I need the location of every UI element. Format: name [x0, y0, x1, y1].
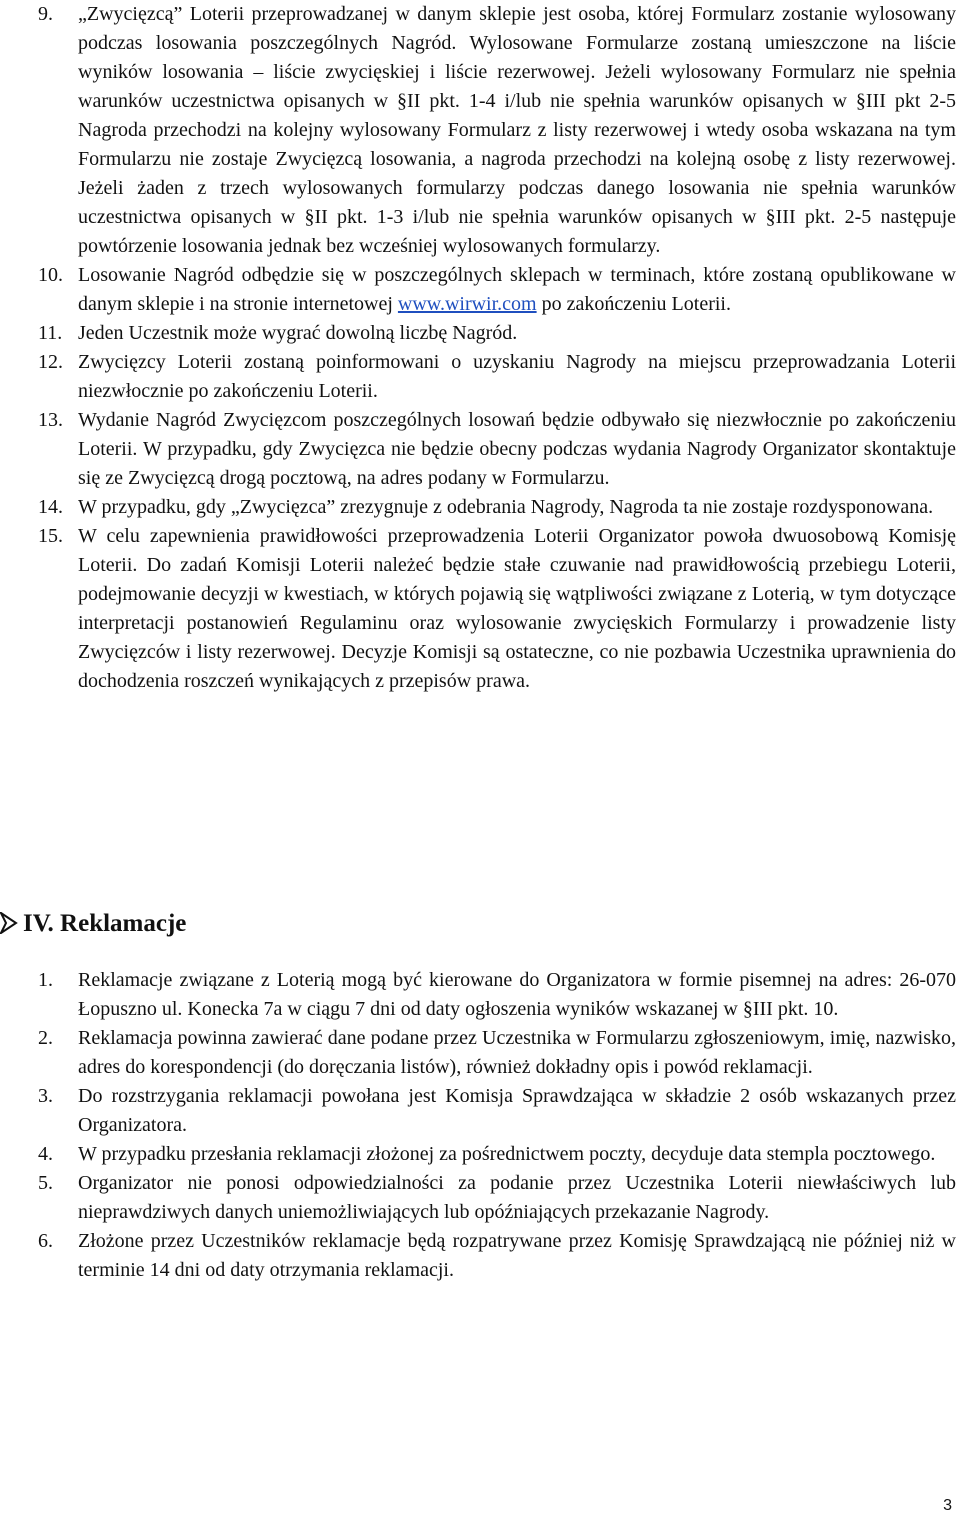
item-text: W przypadku, gdy „Zwycięzca” zrezygnuje z odebrania Nagrody, Nagroda ta nie zostaje rozdysponowana. [78, 496, 934, 518]
list-item [0, 1082, 960, 1140]
item-text: po zakończeniu Loterii. [536, 293, 731, 315]
item-text: „Zwycięzcą” Loterii przeprowadzanej w danym sklepie jest osoba, której Formularz zostanie wylosowany podczas losowania poszczególnych Nagród. Wylosowane Formularze zostaną umieszczone na liście wyników losowania – liście zwycięskiej i liście rezerwowej. Jeżeli wylosowany Formularz nie spełnia warunków uczestnictwa opisanych w §II pkt. 1-4 i/lub nie spełnia warunków opisanych w §III pkt 2-5 Nagroda przechodzi na kolejny wylosowany Formularz z listy rezerwowej i wtedy osoba wskazana na tym Formularzu nie zostaje Zwycięzcą losowania, a nagroda przechodzi na kolejną osobę z listy rezerwowej. Jeżeli żaden z trzech wylosowanych formularzy podczas danego losowania nie spełnia warunków uczestnictwa opisanych w §II pkt. 1-3 i/lub nie spełnia warunków opisanych w §III pkt. 2-5 następuje powtórzenie losowania jednak bez wcześniej wylosowanych formularzy. [78, 3, 956, 257]
list-item [0, 522, 960, 696]
section-title: IV. Reklamacje [23, 909, 187, 937]
list-item [0, 966, 960, 1024]
item-number: 14. [38, 496, 63, 518]
item-text: Zwycięzcy Loterii zostaną poinformowani o uzyskaniu Nagrody na miejscu przeprowadzania Loterii niezwłocznie po zakończeniu Loterii. [78, 351, 956, 402]
item-text: Wydanie Nagród Zwycięzcom poszczególnych losowań będzie odbywało się niezwłocznie po zakończeniu Loterii. W przypadku, gdy Zwycięzca nie będzie obecny podczas wydania Nagrody Organizator skontaktuje się ze Zwycięzcą drogą pocztową, na adres podany w Formularzu. [78, 409, 956, 489]
list-item [0, 1169, 960, 1227]
item-text: Złożone przez Uczestników reklamacje będą rozpatrywane przez Komisję Sprawdzającą nie później niż w terminie 14 dni od daty otrzymania reklamacji. [78, 1230, 956, 1281]
item-number: 1. [38, 969, 53, 991]
list-item [0, 261, 960, 319]
page-number: 3 [943, 1497, 952, 1514]
item-number: 5. [38, 1172, 53, 1194]
list-item [0, 1227, 960, 1285]
section-heading [0, 893, 186, 953]
item-number: 2. [38, 1027, 53, 1049]
item-number: 6. [38, 1230, 53, 1252]
item-number: 15. [38, 525, 63, 547]
item-number: 9. [38, 3, 53, 25]
list-item [0, 493, 960, 522]
item-text: Do rozstrzygania reklamacji powołana jest Komisja Sprawdzająca w składzie 2 osób wskazanych przez Organizatora. [78, 1085, 956, 1136]
item-text: Losowanie Nagród odbędzie się w poszczególnych sklepach w terminach, które zostaną opublikowane w danym sklepie i na stronie internetowej [78, 264, 956, 315]
item-text: Jeden Uczestnik może wygrać dowolną liczbę Nagród. [78, 322, 518, 344]
item-number: 4. [38, 1143, 53, 1165]
item-number: 12. [38, 351, 63, 373]
list-item [0, 348, 960, 406]
item-number: 11. [38, 322, 63, 344]
item-text: Reklamacje związane z Loterią mogą być kierowane do Organizatora w formie pisemnej na adres: 26-070 Łopuszno ul. Konecka 7a w ciągu 7 dni od daty ogłoszenia wyników wskazanej w §III pkt. 10. [78, 969, 956, 1020]
item-text: W przypadku przesłania reklamacji złożonej za pośrednictwem poczty, decyduje data stempla pocztowego. [78, 1143, 936, 1165]
list-item [0, 1140, 960, 1169]
list-item [0, 1024, 960, 1082]
item-text: Organizator nie ponosi odpowiedzialności za podanie przez Uczestnika Loterii niewłaściwych lub nieprawdziwych danych uniemożliwiających lub opóźniających przekazanie Nagrody. [78, 1172, 956, 1223]
item-number: 13. [38, 409, 63, 431]
item-text: Reklamacja powinna zawierać dane podane przez Uczestnika w Formularzu zgłoszeniowym, imię, nazwisko, adres do korespondencji (do doręczania listów), również dokładny opis i powód reklamacji. [78, 1027, 956, 1078]
list-item [0, 319, 960, 348]
item-text: W celu zapewnienia prawidłowości przeprowadzenia Loterii Organizator powoła dwuosobową Komisję Loterii. Do zadań Komisji Loterii należeć będzie stałe czuwanie nad prawidłowością przebiegu Loterii, podejmowanie decyzji w kwestiach, w których pojawią się wątpliwości związane z Loterią, w tym dotyczące interpretacji postanowień Regulaminu oraz wylosowanie zwycięskich Formularzy i prowadzenie listy Zwycięzców i listy rezerwowej. Decyzje Komisji są ostateczne, co nie pozbawia Uczestnika uprawnienia do dochodzenia roszczeń wynikających z przepisów prawa. [78, 525, 956, 692]
section-3-list [0, 0, 960, 696]
arrow-bullet-icon [0, 912, 20, 934]
list-item [0, 406, 960, 493]
item-number: 3. [38, 1085, 53, 1107]
item-number: 10. [38, 264, 63, 286]
list-item [0, 0, 960, 261]
website-link[interactable]: www.wirwir.com [397, 293, 537, 315]
section-4-list [0, 966, 960, 1285]
